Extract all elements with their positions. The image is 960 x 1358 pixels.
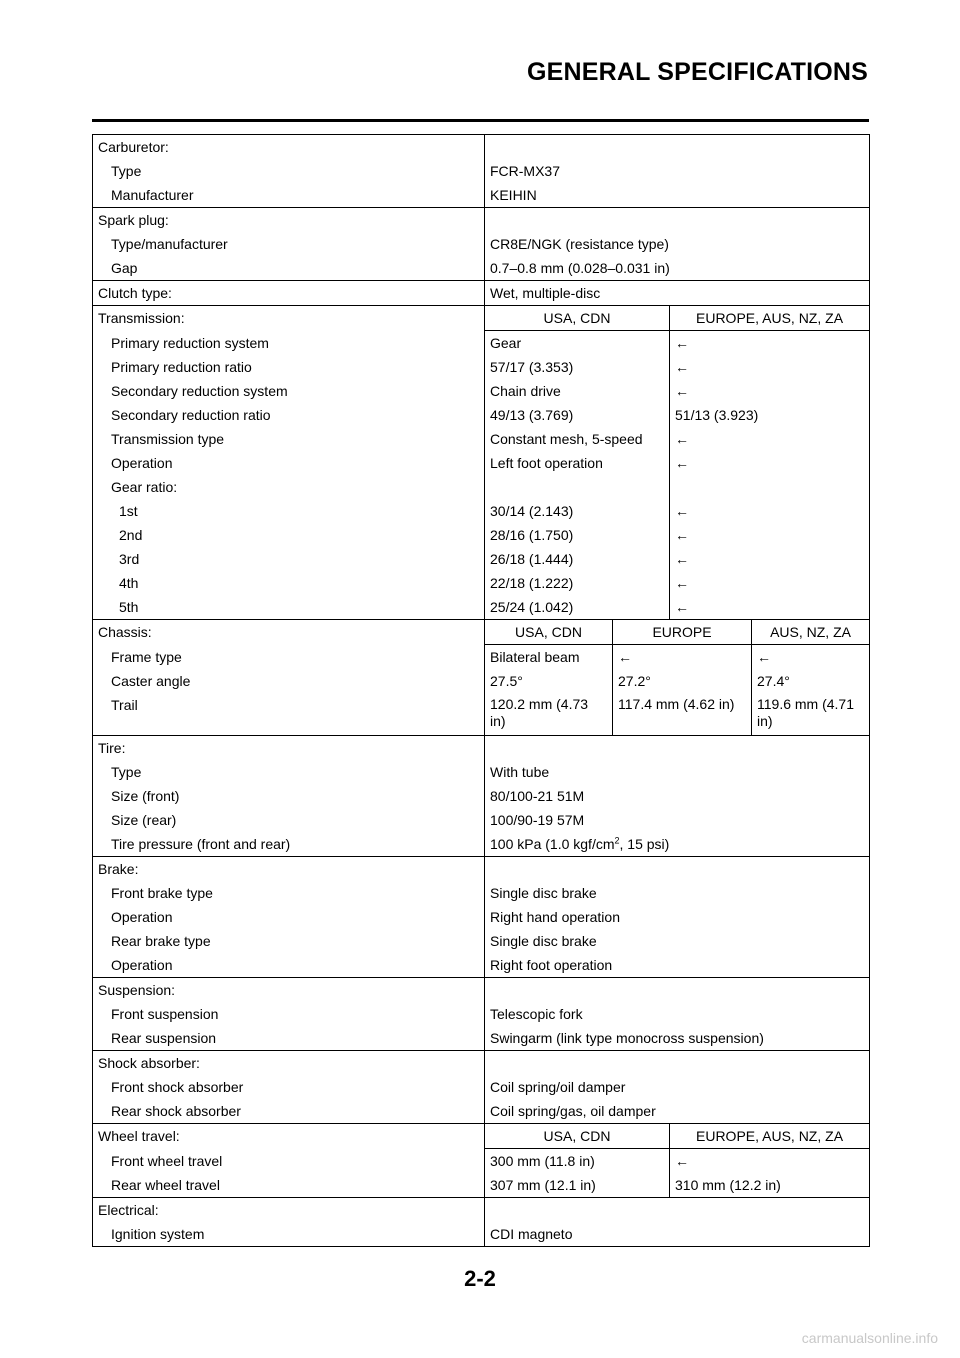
spec-value: ← — [670, 499, 870, 523]
spec-value: 307 mm (12.1 in) — [485, 1173, 670, 1198]
spec-label: Manufacturer — [93, 183, 485, 208]
section-label: Carburetor: — [93, 135, 485, 160]
spec-value: 22/18 (1.222) — [485, 571, 670, 595]
wheel-travel-section — [93, 1124, 870, 1149]
spec-label: Operation — [93, 953, 485, 978]
clutch-section — [93, 281, 870, 306]
spec-value: 57/17 (3.353) — [485, 355, 670, 379]
spec-value: CR8E/NGK (resistance type) — [485, 232, 870, 256]
spec-label: Primary reduction ratio — [93, 355, 485, 379]
table-row — [93, 451, 870, 475]
transmission-section — [93, 306, 870, 331]
section-label: Transmission: — [93, 306, 485, 331]
spark-plug-section — [93, 208, 870, 233]
section-label: Shock absorber: — [93, 1051, 485, 1076]
table-row — [93, 499, 870, 523]
spec-value: Right hand operation — [485, 905, 870, 929]
spec-value: 117.4 mm (4.62 in) — [613, 693, 752, 735]
table-row — [93, 784, 870, 808]
table-row — [93, 595, 870, 620]
spec-label: 2nd — [93, 523, 485, 547]
spec-label: Secondary reduction ratio — [93, 403, 485, 427]
spec-value: CDI magneto — [485, 1222, 870, 1247]
spec-value: Right foot operation — [485, 953, 870, 978]
brake-section — [93, 857, 870, 882]
spec-label: Operation — [93, 451, 485, 475]
table-row — [93, 832, 870, 857]
table-row — [93, 1075, 870, 1099]
pressure-text: 100 kPa (1.0 kgf/cm — [490, 836, 615, 852]
spec-value: Gear — [485, 331, 670, 356]
spec-value: 51/13 (3.923) — [670, 403, 870, 427]
spec-value: ← — [670, 547, 870, 571]
table-row — [93, 232, 870, 256]
table-row — [93, 427, 870, 451]
column-header: EUROPE, AUS, NZ, ZA — [670, 306, 870, 331]
spec-label: 3rd — [93, 547, 485, 571]
spec-value: Wet, multiple-disc — [485, 281, 870, 306]
spec-value: 120.2 mm (4.73 in) — [485, 693, 613, 736]
spec-value: Bilateral beam — [485, 645, 613, 670]
spec-label: Front suspension — [93, 1002, 485, 1026]
section-label: Chassis: — [93, 620, 485, 645]
spec-label: 5th — [93, 595, 485, 620]
spec-value: 49/13 (3.769) — [485, 403, 670, 427]
spec-label: Secondary reduction system — [93, 379, 485, 403]
spec-value — [485, 832, 870, 857]
spec-label: Trail — [93, 693, 485, 736]
spec-label: Frame type — [93, 645, 485, 670]
table-row — [93, 256, 870, 281]
table-row — [93, 475, 870, 499]
spec-label: Size (rear) — [93, 808, 485, 832]
spec-value: With tube — [485, 760, 870, 784]
spec-value: 310 mm (12.2 in) — [670, 1173, 870, 1198]
spec-label: Size (front) — [93, 784, 485, 808]
spec-value: 27.5° — [485, 669, 613, 693]
table-row — [93, 571, 870, 595]
spec-label: Ignition system — [93, 1222, 485, 1247]
spec-label: Front shock absorber — [93, 1075, 485, 1099]
spec-value: 300 mm (11.8 in) — [485, 1149, 670, 1174]
spec-value: ← — [670, 355, 870, 379]
carburetor-section — [93, 135, 870, 160]
table-row — [93, 331, 870, 356]
chassis-section — [93, 620, 870, 645]
spec-value: 100/90-19 57M — [485, 808, 870, 832]
table-row — [93, 669, 870, 693]
spec-label: Rear wheel travel — [93, 1173, 485, 1198]
table-row — [93, 403, 870, 427]
spec-value: 30/14 (2.143) — [485, 499, 670, 523]
spec-label: Operation — [93, 905, 485, 929]
table-row — [93, 905, 870, 929]
table-row — [93, 1149, 870, 1174]
spec-value: ← — [670, 571, 870, 595]
spec-value: Coil spring/oil damper — [485, 1075, 870, 1099]
table-row — [93, 693, 870, 736]
spec-value: 25/24 (1.042) — [485, 595, 670, 620]
spec-value: Swingarm (link type monocross suspension) — [485, 1026, 870, 1051]
spec-value: 80/100-21 51M — [485, 784, 870, 808]
spec-value: ← — [670, 331, 870, 356]
spec-label: Rear suspension — [93, 1026, 485, 1051]
table-row — [93, 929, 870, 953]
spec-label: Type — [93, 760, 485, 784]
section-label: Electrical: — [93, 1198, 485, 1223]
spec-value: 119.6 mm (4.71 in) — [757, 696, 855, 729]
table-row — [93, 183, 870, 208]
spec-value: 0.7–0.8 mm (0.028–0.031 in) — [485, 256, 870, 281]
table-row — [93, 645, 870, 670]
spec-value: ← — [670, 1149, 870, 1174]
spec-value: ← — [670, 595, 870, 620]
spec-label: Caster angle — [93, 669, 485, 693]
spec-value: 27.4° — [757, 673, 790, 689]
tire-section — [93, 736, 870, 761]
table-row — [93, 1002, 870, 1026]
section-label: Suspension: — [93, 978, 485, 1003]
spec-value: FCR-MX37 — [485, 159, 870, 183]
table-row — [93, 1099, 870, 1124]
table-row — [93, 159, 870, 183]
table-row — [93, 1222, 870, 1247]
spec-value: Left foot operation — [485, 451, 670, 475]
spec-label: Primary reduction system — [93, 331, 485, 356]
spec-value: 28/16 (1.750) — [485, 523, 670, 547]
table-row — [93, 523, 870, 547]
spec-value: 26/18 (1.444) — [485, 547, 670, 571]
column-header: EUROPE, AUS, NZ, ZA — [670, 1124, 870, 1149]
superscript: 2 — [614, 835, 620, 846]
spec-value: Chain drive — [485, 379, 670, 403]
spec-label: 1st — [93, 499, 485, 523]
spec-label: Tire pressure (front and rear) — [93, 832, 485, 857]
spec-label: Type/manufacturer — [93, 232, 485, 256]
pressure-text: , 15 psi) — [619, 836, 670, 852]
table-row — [93, 808, 870, 832]
section-label: Clutch type: — [93, 281, 485, 306]
table-row — [93, 881, 870, 905]
spec-value: Telescopic fork — [485, 1002, 870, 1026]
table-row — [93, 379, 870, 403]
section-label: Spark plug: — [93, 208, 485, 233]
spec-label: Gap — [93, 256, 485, 281]
spec-value: 27.2° — [613, 669, 752, 693]
electrical-section — [93, 1198, 870, 1223]
chassis-header-split — [613, 620, 869, 644]
table-row — [93, 953, 870, 978]
spec-value: Single disc brake — [485, 929, 870, 953]
suspension-section — [93, 978, 870, 1003]
column-header: EUROPE — [613, 620, 752, 644]
spec-value: KEIHIN — [485, 183, 870, 208]
table-row — [93, 1173, 870, 1198]
table-row — [93, 760, 870, 784]
table-row — [93, 547, 870, 571]
specifications-table — [92, 134, 870, 1247]
spec-value: ← — [757, 649, 771, 665]
spec-label: 4th — [93, 571, 485, 595]
title-divider — [92, 119, 869, 122]
spec-value: ← — [670, 379, 870, 403]
spec-value: Constant mesh, 5-speed — [485, 427, 670, 451]
spec-value: ← — [670, 451, 870, 475]
page-number: 2-2 — [464, 1266, 496, 1291]
spec-value: Coil spring/gas, oil damper — [485, 1099, 870, 1124]
column-header: USA, CDN — [485, 620, 613, 645]
page-title: GENERAL SPECIFICATIONS — [526, 58, 868, 86]
column-header: USA, CDN — [485, 1124, 670, 1149]
spec-label: Front brake type — [93, 881, 485, 905]
spec-label: Front wheel travel — [93, 1149, 485, 1174]
spec-value: ← — [670, 523, 870, 547]
spec-label: Gear ratio: — [93, 475, 485, 499]
spec-label: Transmission type — [93, 427, 485, 451]
watermark: carmanualsonline.info — [801, 1330, 938, 1346]
table-row — [93, 355, 870, 379]
spec-label: Type — [93, 159, 485, 183]
section-label: Tire: — [93, 736, 485, 761]
section-label: Brake: — [93, 857, 485, 882]
spec-label: Rear shock absorber — [93, 1099, 485, 1124]
spec-value: Single disc brake — [485, 881, 870, 905]
spec-value: ← — [670, 427, 870, 451]
spec-label: Rear brake type — [93, 929, 485, 953]
table-row — [93, 1026, 870, 1051]
section-label: Wheel travel: — [93, 1124, 485, 1149]
spec-value: ← — [613, 645, 752, 669]
column-header: USA, CDN — [485, 306, 670, 331]
shock-absorber-section — [93, 1051, 870, 1076]
column-header: AUS, NZ, ZA — [770, 624, 851, 640]
